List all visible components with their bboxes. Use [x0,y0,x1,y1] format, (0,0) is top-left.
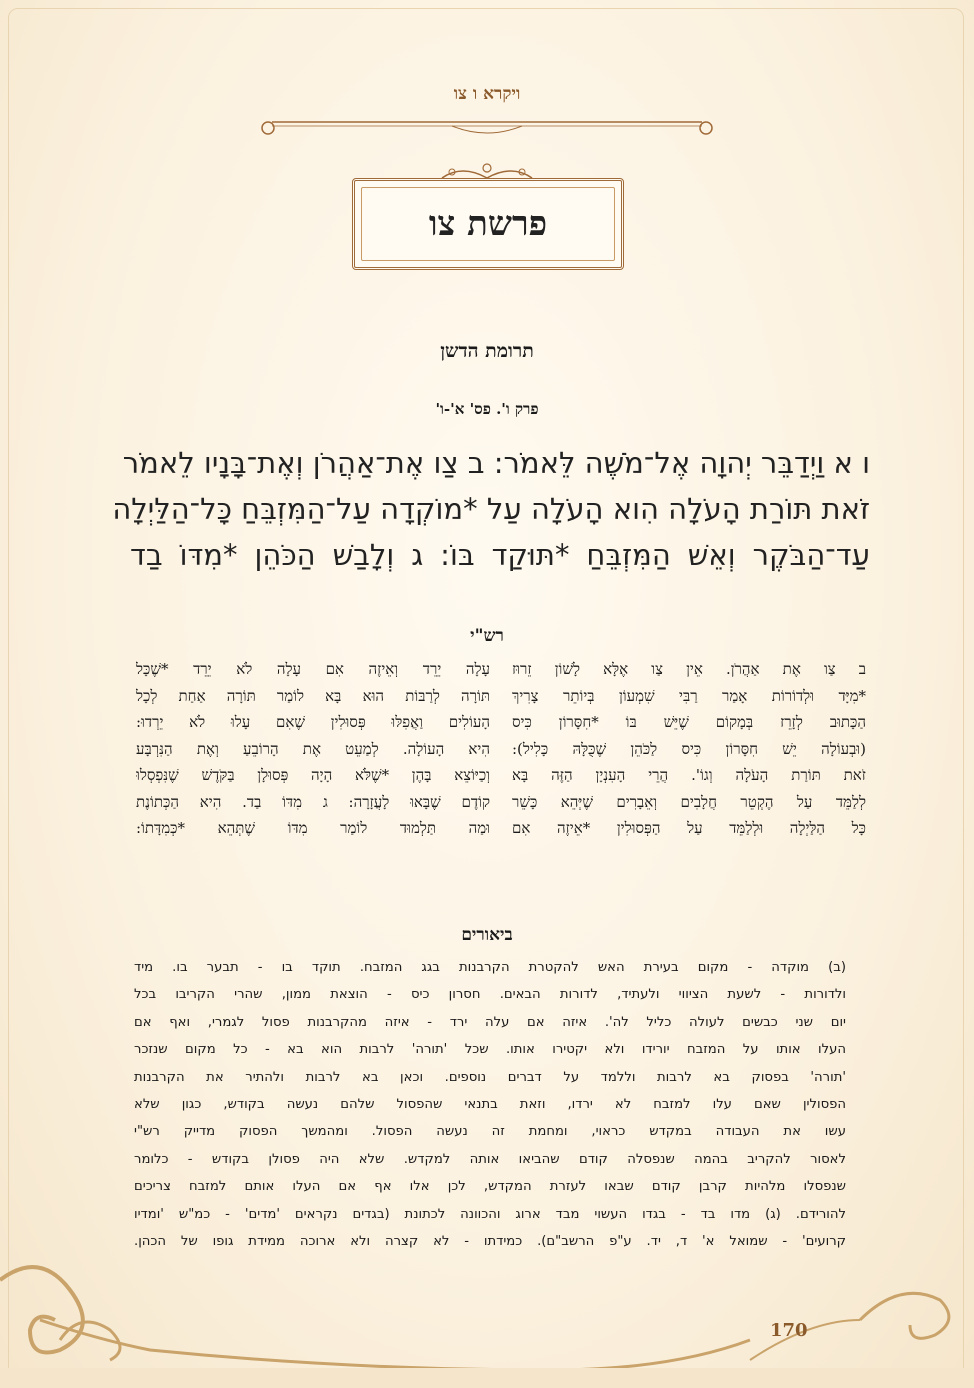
verse-line: עַד־הַבֹּקֶר וְאֵשׁ הַמִּזְבֵּחַ *תּוּקַד בּוֹ: ג וְלָבַשׁ הַכֹּהֵן *מִדּוֹ בַד [130,538,870,572]
biurim-line: (ב) מוקדה - מקום בעירת האש להקטרת הקרבנות בגג המזבח. תוקד בו - תבער בו. מיד [134,960,846,975]
biurim-line: להורידם. (ג) מדו בד - בגדו העשוי מבד ארוג והכוונה לכתונת (בגדים נקראים 'מדים' - כמ"ש 'ומדיו [134,1206,846,1222]
biurim-commentary [134,954,846,1255]
bottom-flourish-ornament [0,1250,974,1388]
biurim-line: יום שני כבשים לעולה כליל לה'. איזה אם עלה ירד - איזה מהקרבנות פסול לגמרי, ואף אם [134,1014,846,1030]
torah-verse-block [112,440,870,578]
biurim-line: הפסולין שאם עלו למזבח לא ירדו, וזאת בתנאי שהפסול שלהם נעשה בקודש, כגון שלא [134,1097,846,1113]
biurim-line: קרועים' - שמואל א' ד, יד. ע"פ הרשב"ם). כמידתו - לא קצרה ולא ארוכה ממידת גופו של הכהן. [134,1234,846,1250]
rashi-line: וְכַיּוֹצֵא בָּהֶן *שֶׁלֹּא הָיָה פְּסוּלָן בַּקֹּדֶשׁ שֶׁנִּפְסְלוּ [136,766,490,784]
biurim-heading: ביאורים [461,925,513,945]
biurim-line: לאסור להקריב בהמה שנפסלה קודם שהביאו אותה למקדש. שלא היה פסולן בקודש - כלומר [134,1151,846,1167]
verse-line: ו א וַיְדַבֵּר יְהוָה אֶל־מֹשֶׁה לֵּאמֹר: ב צַו אֶת־אַהֲרֹן וְאֶת־בָּנָיו לֵאמֹר [122,446,870,480]
parasha-title: פרשת צו [428,204,548,244]
rashi-line: *מִיָּד וּלְדוֹרוֹת אָמַר רַבִּי שִׁמְעוֹן בְּיוֹתֵר צָרִיךְ [512,686,866,705]
rashi-line: עָלָה יֵרֵד וְאֵיזֶה אִם עָלָה לֹא יֵרֵד *שֶׁכָּל [136,660,490,678]
rashi-line: זֹאת תּוֹרַת הָעֹלָה וְגוֹ'. הֲרֵי הָעִנְיָן הַזֶּה בָּא [512,766,866,784]
rashi-column-right [512,656,866,842]
rashi-line: (וּבְעוֹלָה יֵשׁ חִסָּרוֹן כִּיס לַכֹּהֵן שֶׁכֻּלָּהּ כָּלִיל): [512,739,866,758]
rashi-line: וּמַה תַּלְמוּד לוֹמַר מִדּוֹ שֶׁתְּהֵא *כְּמִדָּתוֹ: [136,819,490,837]
section-heading: תרומת הדשן [440,340,534,362]
running-head: ויקרא ו צו [453,84,521,104]
rashi-line: הִיא הָעוֹלָה. לְמַעֵט אֶת הָרוֹבֵעַ וְאֶת הַנִּרְבָּע [136,739,490,758]
parasha-title-frame [352,178,624,270]
rashi-line: ב צַו אֶת אַהֲרֹן. אֵין צַו אֶלָּא לָשׁוֹן זֵרוּז [512,660,866,678]
biurim-line: עשו את העבודה במקדש כראוי, ומחמת זה נעשה הפסול. ומהמשך הפסוק מדייק רש"י [134,1124,846,1140]
rashi-line: לְלַמֵּד עַל הֶקְטֵר חֲלָבִים וְאֵבָרִים שֶׁיְּהֵא כָּשֵׁר [512,792,866,811]
rashi-line: כָּל הַלַּיְלָה וּלְלַמֵּד עַל הַפְּסוּלִין *אֵיזֶה אִם [512,819,866,837]
biurim-line: העלו אותו על המזבח יורידו ולא יקטירו אותו. שכל 'תורה' לרבות הוא בא - כל מקום שנזכר [134,1042,846,1058]
chapter-reference: פרק ו'. פס' א'-ו' [435,400,539,418]
verse-line: זֹאת תּוֹרַת הָעֹלָה הִוא הָעֹלָה עַל *מוֹקְדָה עַל־הַמִּזְבֵּחַ כָּל־הַלַּיְלָה [112,492,870,526]
biurim-line: שנפסלו מלהיות קרבן קודם שבאו לעזרת המקדש, לכן אלו אף אם העלו אותם למזבח צריכים [134,1179,846,1195]
rashi-line: הַכָּתוּב לְזָרֵז בְּמָקוֹם שֶׁיֵּשׁ בּוֹ *חִסָּרוֹן כִּיס [512,713,866,731]
page-number: 170 [770,1320,808,1341]
rashi-heading: רש"י [470,626,504,646]
rashi-line: תּוֹרָה לְרַבּוֹת הוּא בָּא לוֹמַר תּוֹרָה אַחַת לְכָל [136,686,490,705]
rashi-line: הָעוֹלִים וַאֲפִלּוּ פְּסוּלִין שֶׁאִם עָלוּ לֹא יֵרְדוּ: [136,713,490,731]
rashi-column-left [136,656,490,842]
biurim-line: 'תורה' בפסוק בא לרבות וללמד על דברים נוספים. וכאן בא לרבות ולהתיר את הקרבנות [134,1069,846,1085]
biurim-line: ולדורות - לשעת הציווי ולעתיד, לדורות הבאים. חסרון כיס - הוצאת ממון, שהרי הקריבו בכל [134,987,846,1003]
header-ornament-rule [252,112,722,140]
rashi-line: קוֹדֶם שֶׁבָּאוּ לָעֲזָרָה: ג מִדּוֹ בַד. הִיא הַכְּתוֹנֶת [136,792,490,811]
